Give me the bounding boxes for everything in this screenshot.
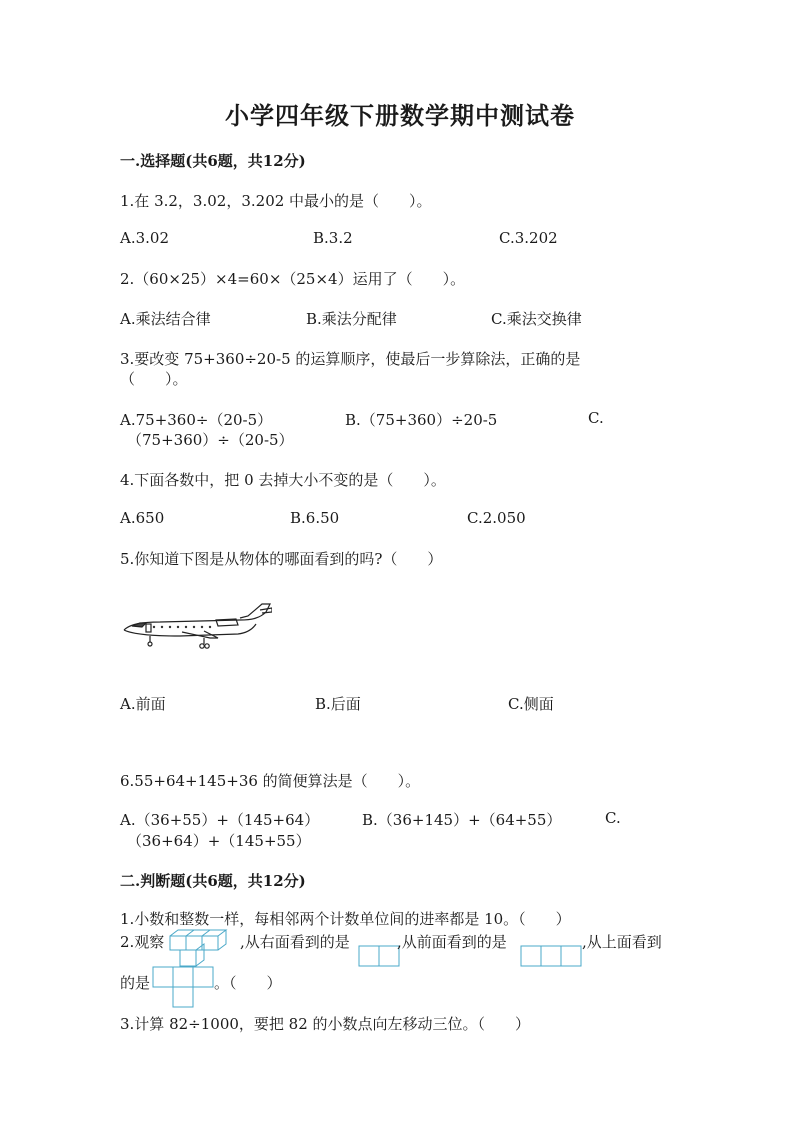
option-1-1-a: A.3.02 <box>120 229 169 247</box>
option-1-6-c: C. <box>605 809 621 827</box>
question-1-5: 5.你知道下图是从物体的哪面看到的吗?（ ） <box>120 550 443 568</box>
question-1-2: 2.（60×25）×4=60×（25×4）运用了（ ）。 <box>120 270 466 288</box>
question-2-2-part3: ,从前面看到的是 <box>397 933 507 951</box>
option-1-5-b: B.后面 <box>315 695 361 713</box>
question-2-2-line2b: 。（ ） <box>214 974 282 992</box>
option-1-5-a: A.前面 <box>120 695 166 713</box>
option-1-2-c: C.乘法交换律 <box>491 310 582 328</box>
option-1-4-b: B.6.50 <box>290 509 340 527</box>
question-2-2-part2: ,从右面看到的是 <box>240 933 350 951</box>
section-title-judge: 二.判断题(共6题，共12分) <box>120 872 306 890</box>
question-1-4: 4.下面各数中，把 0 去掉大小不变的是（ ）。 <box>120 471 446 489</box>
question-2-2-part4: ,从上面看到 <box>582 933 662 951</box>
option-1-3-a: A.75+360÷（20-5） <box>120 411 273 429</box>
option-1-5-c: C.侧面 <box>508 695 554 713</box>
option-1-4-c: C.2.050 <box>467 509 526 527</box>
airplane-icon <box>120 598 272 650</box>
question-1-1: 1.在 3.2，3.02，3.202 中最小的是（ ）。 <box>120 192 432 210</box>
option-1-4-a: A.650 <box>120 509 165 527</box>
question-2-1: 1.小数和整数一样，每相邻两个计数单位间的进率都是 10。（ ） <box>120 910 571 928</box>
option-1-3-c: C. <box>588 409 604 427</box>
section-title-choice: 一.选择题(共6题，共12分) <box>120 152 306 170</box>
option-1-2-a: A.乘法结合律 <box>120 310 211 328</box>
front-view-icon <box>520 944 584 968</box>
option-1-1-c: C.3.202 <box>499 229 558 247</box>
option-1-6-b: B.（36+145）+（64+55） <box>362 811 562 829</box>
right-view-icon <box>358 944 402 968</box>
cube-stack-icon <box>166 926 238 968</box>
question-1-6: 6.55+64+145+36 的简便算法是（ ）。 <box>120 772 421 790</box>
option-1-1-b: B.3.2 <box>313 229 353 247</box>
top-view-icon <box>152 966 216 1010</box>
option-1-6-a: A.（36+55）+（145+64） <box>120 811 320 829</box>
option-1-2-b: B.乘法分配律 <box>306 310 397 328</box>
question-2-2-part1: 2.观察 <box>120 933 165 951</box>
question-2-3: 3.计算 82÷1000，要把 82 的小数点向左移动三位。（ ） <box>120 1015 531 1033</box>
question-1-3-line2: （ ）。 <box>120 370 188 388</box>
question-1-3: 3.要改变 75+360÷20-5 的运算顺序，使最后一步算除法，正确的是 <box>120 350 581 368</box>
option-1-3-c-cont: （75+360）÷（20-5） <box>127 431 294 449</box>
option-1-6-c-cont: （36+64）+（145+55） <box>127 832 311 850</box>
page-title: 小学四年级下册数学期中测试卷 <box>225 101 575 130</box>
question-2-2-line2a: 的是 <box>120 974 151 992</box>
option-1-3-b: B.（75+360）÷20-5 <box>345 411 498 429</box>
